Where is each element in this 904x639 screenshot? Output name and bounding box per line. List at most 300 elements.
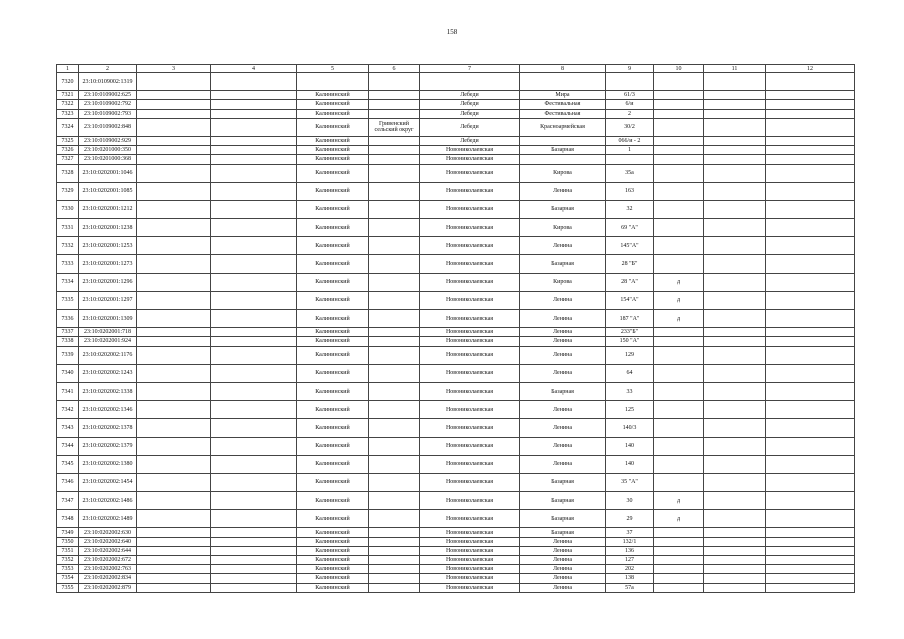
table-cell: 7352 [57,556,79,565]
table-cell [211,364,297,382]
table-cell [704,583,766,592]
table-cell [137,100,211,109]
table-cell [137,583,211,592]
table-cell: 23:10:0202001:1238 [79,219,137,237]
table-cell: 33 [606,382,654,400]
table-cell [654,146,704,155]
table-cell: 233"Б" [606,328,654,337]
table-cell [369,100,420,109]
table-cell [137,200,211,218]
table-cell [654,91,704,100]
table-cell [704,255,766,273]
table-cell [704,73,766,91]
table-cell [654,528,704,537]
table-cell: Новониколаевская [420,401,520,419]
column-header: 8 [520,65,606,73]
table-row [57,291,855,309]
table-cell [654,473,704,491]
table-cell [766,136,855,145]
table-cell [654,237,704,255]
table-cell [369,164,420,182]
table-cell: 7344 [57,437,79,455]
table-cell: 23:10:0202002:672 [79,556,137,565]
table-row [57,455,855,473]
table-cell: 23:10:0109002:1319 [79,73,137,91]
column-header: 6 [369,65,420,73]
table-cell [211,574,297,583]
table-cell: 23:10:0202001:718 [79,328,137,337]
table-row [57,219,855,237]
table-cell: Ленина [520,310,606,328]
table-row [57,492,855,510]
table-cell [137,255,211,273]
table-cell [211,337,297,346]
table-cell [704,136,766,145]
table-cell: 23:10:0202001:1309 [79,310,137,328]
table-cell [766,583,855,592]
table-cell [704,546,766,555]
table-cell [137,473,211,491]
table-row [57,401,855,419]
table-cell [211,273,297,291]
table-cell: 7321 [57,91,79,100]
table-cell [369,310,420,328]
table-cell [704,310,766,328]
table-cell [766,182,855,200]
table-cell: 154"А" [606,291,654,309]
table-cell [137,419,211,437]
column-header: 1 [57,65,79,73]
table-cell [704,164,766,182]
table-cell: Новониколаевская [420,455,520,473]
table-cell: Новониколаевская [420,437,520,455]
table-cell [520,136,606,145]
table-cell [654,200,704,218]
table-cell [766,237,855,255]
table-cell: Новониколаевская [420,583,520,592]
table-cell [420,73,520,91]
table-cell [654,419,704,437]
table-cell [704,337,766,346]
table-cell: Калининский [297,291,369,309]
table-row [57,364,855,382]
table-cell [704,528,766,537]
table-cell [211,73,297,91]
column-header: 12 [766,65,855,73]
table-cell: 28 "Б" [606,255,654,273]
table-cell: Базарная [520,528,606,537]
table-cell: 150 "А" [606,337,654,346]
table-cell [369,237,420,255]
table-cell: 7325 [57,136,79,145]
table-cell [704,364,766,382]
table-cell [654,118,704,136]
table-cell [766,291,855,309]
table-cell [211,291,297,309]
table-cell: Ленина [520,328,606,337]
table-cell: 23:10:0202002:1380 [79,455,137,473]
table-cell: Новониколаевская [420,328,520,337]
table-cell: Калининский [297,537,369,546]
table-cell [654,455,704,473]
table-cell: Калининский [297,100,369,109]
table-cell [211,155,297,164]
table-cell: 23:10:0202002:1176 [79,346,137,364]
table-cell: 132/1 [606,537,654,546]
table-cell: 1 [606,146,654,155]
table-cell [211,200,297,218]
table-cell: Гривенский сельский округ [369,118,420,136]
table-cell: 23:10:0109002:792 [79,100,137,109]
table-cell: 23:10:0202002:644 [79,546,137,555]
table-cell [704,200,766,218]
table-cell: Калининский [297,492,369,510]
table-cell: д [654,291,704,309]
table-cell: Ленина [520,237,606,255]
table-cell: Новониколаевская [420,565,520,574]
table-cell: Базарная [520,382,606,400]
table-cell: 69 "А" [606,219,654,237]
table-cell: 7351 [57,546,79,555]
table-cell: Новониколаевская [420,556,520,565]
table-cell [211,237,297,255]
table-cell: 23:10:0202002:630 [79,528,137,537]
table-cell [369,155,420,164]
table-cell [369,109,420,118]
table-cell [137,574,211,583]
table-cell: Калининский [297,219,369,237]
table-cell [137,455,211,473]
table-cell [369,510,420,528]
table-cell: 23:10:0202001:1212 [79,200,137,218]
table-cell [369,291,420,309]
table-row [57,565,855,574]
table-cell: Лебеди [420,100,520,109]
table-cell: Лебеди [420,118,520,136]
table-cell [211,437,297,455]
table-cell [369,419,420,437]
table-row [57,91,855,100]
table-cell [704,91,766,100]
table-cell [369,546,420,555]
table-cell [704,537,766,546]
table-cell: 23:10:0109002:929 [79,136,137,145]
column-header: 2 [79,65,137,73]
table-cell [369,182,420,200]
table-cell [137,565,211,574]
table-cell [766,510,855,528]
table-cell [137,437,211,455]
table-cell [766,574,855,583]
table-cell: Калининский [297,273,369,291]
table-cell [654,109,704,118]
table-cell: Ленина [520,565,606,574]
table-cell [654,401,704,419]
table-cell: 163 [606,182,654,200]
table-cell [766,528,855,537]
table-cell: Ленина [520,182,606,200]
table-cell [369,73,420,91]
table-cell: 7355 [57,583,79,592]
table-cell: Калининский [297,364,369,382]
table-cell [654,437,704,455]
table-cell [211,219,297,237]
table-cell [211,382,297,400]
table-cell [704,237,766,255]
table-cell: Новониколаевская [420,537,520,546]
table-cell [654,136,704,145]
table-cell: Ленина [520,419,606,437]
table-cell: 066/и - 2 [606,136,654,145]
table-cell: 125 [606,401,654,419]
table-cell: Новониколаевская [420,382,520,400]
table-cell: Ленина [520,455,606,473]
table-cell [369,328,420,337]
table-cell [137,364,211,382]
table-cell: Новониколаевская [420,337,520,346]
table-cell: Новониколаевская [420,510,520,528]
table-cell: Ленина [520,537,606,546]
table-cell: 7338 [57,337,79,346]
table-row [57,382,855,400]
table-cell [766,364,855,382]
table-cell [704,556,766,565]
table-cell [211,473,297,491]
table-cell: 23:10:0202002:1379 [79,437,137,455]
table-cell: Калининский [297,310,369,328]
column-header: 10 [654,65,704,73]
table-cell [704,419,766,437]
table-row [57,546,855,555]
table-cell: Кирова [520,273,606,291]
table-cell: Новониколаевская [420,574,520,583]
table-row [57,473,855,491]
table-cell: Калининский [297,328,369,337]
table-cell [766,73,855,91]
table-cell [137,346,211,364]
table-cell: Новониколаевская [420,419,520,437]
table-row [57,537,855,546]
table-cell [137,537,211,546]
table-cell: 35 "А" [606,473,654,491]
table-row [57,437,855,455]
table-cell: 7354 [57,574,79,583]
table-cell [211,537,297,546]
table-cell: Калининский [297,565,369,574]
table-cell: 7330 [57,200,79,218]
table-cell: 145"А" [606,237,654,255]
table-cell: 23:10:0109002:625 [79,91,137,100]
table-cell: Калининский [297,437,369,455]
table-cell [766,437,855,455]
table-cell [654,583,704,592]
table-cell [211,510,297,528]
table-cell: Новониколаевская [420,492,520,510]
table-cell: 7332 [57,237,79,255]
table-cell: 35а [606,164,654,182]
table-cell: 7343 [57,419,79,437]
table-cell [704,565,766,574]
table-cell [137,109,211,118]
table-cell [654,328,704,337]
table-cell [211,146,297,155]
table-cell [520,73,606,91]
table-cell: 7324 [57,118,79,136]
table-cell: Ленина [520,546,606,555]
table-cell [137,73,211,91]
table-cell [654,164,704,182]
table-cell [137,155,211,164]
table-cell: Ленина [520,583,606,592]
table-cell [211,328,297,337]
table-cell: 23:10:0202001:1253 [79,237,137,255]
table-cell [704,146,766,155]
table-cell: 23:10:0202001:924 [79,337,137,346]
table-cell: Лебеди [420,109,520,118]
table-cell [704,346,766,364]
table-cell: д [654,492,704,510]
table-cell [211,419,297,437]
table-cell: 23:10:0109002:793 [79,109,137,118]
table-cell: д [654,273,704,291]
table-cell: 7335 [57,291,79,309]
table-cell [766,100,855,109]
table-row [57,109,855,118]
table-cell: Мира [520,91,606,100]
table-cell: Калининский [297,155,369,164]
table-row [57,337,855,346]
table-cell [369,401,420,419]
table-cell: Калининский [297,546,369,555]
table-cell [766,164,855,182]
table-cell [766,146,855,155]
table-cell [369,574,420,583]
table-cell: Калининский [297,473,369,491]
table-cell [766,328,855,337]
table-cell [211,346,297,364]
table-cell [654,537,704,546]
table-cell: Калининский [297,118,369,136]
table-cell: 7333 [57,255,79,273]
table-cell: 6/и [606,100,654,109]
table-cell: 138 [606,574,654,583]
table-cell: 7328 [57,164,79,182]
table-cell: 28 "А" [606,273,654,291]
table-cell [369,346,420,364]
table-cell: Ленина [520,364,606,382]
table-row [57,255,855,273]
table-cell [369,437,420,455]
table-cell [137,291,211,309]
table-cell [654,382,704,400]
table-cell: 140 [606,437,654,455]
table-cell [766,382,855,400]
table-cell: Новониколаевская [420,146,520,155]
table-cell: 7346 [57,473,79,491]
table-cell: 32 [606,200,654,218]
table-cell [211,136,297,145]
table-cell: Новониколаевская [420,546,520,555]
table-cell: 23:10:0202002:1486 [79,492,137,510]
table-cell: 7349 [57,528,79,537]
table-cell: Калининский [297,528,369,537]
table-cell: 23:10:0202002:1454 [79,473,137,491]
table-cell: 127 [606,556,654,565]
table-cell [704,382,766,400]
table-cell [766,91,855,100]
table-cell [766,546,855,555]
table-cell: Ленина [520,574,606,583]
table-cell: Калининский [297,146,369,155]
table-cell: 7323 [57,109,79,118]
table-row [57,146,855,155]
table-cell [704,291,766,309]
table-cell [369,136,420,145]
table-row [57,583,855,592]
table-cell [704,273,766,291]
table-cell: 23:10:0202002:1378 [79,419,137,437]
table-cell [654,556,704,565]
table-cell: Ленина [520,337,606,346]
table-cell: Новониколаевская [420,155,520,164]
table-cell: Калининский [297,419,369,437]
table-cell [369,382,420,400]
table-row [57,528,855,537]
table-cell: Базарная [520,200,606,218]
table-cell [606,155,654,164]
table-cell [369,455,420,473]
table-cell [137,528,211,537]
table-cell: 7350 [57,537,79,546]
table-cell [704,455,766,473]
table-cell [211,546,297,555]
table-cell [704,182,766,200]
table-row [57,118,855,136]
table-cell: 7326 [57,146,79,155]
table-cell: Калининский [297,237,369,255]
table-cell [137,382,211,400]
table-cell: 136 [606,546,654,555]
table-cell [211,528,297,537]
table-cell [137,146,211,155]
column-header: 4 [211,65,297,73]
table-row [57,182,855,200]
table-cell: Калининский [297,200,369,218]
table-cell: Новониколаевская [420,219,520,237]
table-cell [369,273,420,291]
table-cell [137,136,211,145]
table-cell: Новониколаевская [420,237,520,255]
column-header-row [57,65,855,73]
table-cell: 140/3 [606,419,654,437]
table-cell [766,492,855,510]
table-cell: 23:10:0201000:350 [79,146,137,155]
table-cell [766,537,855,546]
table-row [57,574,855,583]
table-cell [766,310,855,328]
table-cell: Калининский [297,91,369,100]
column-header: 7 [420,65,520,73]
table-cell: Новониколаевская [420,255,520,273]
table-cell: Калининский [297,574,369,583]
table-cell [211,100,297,109]
table-cell: Базарная [520,146,606,155]
table-cell [654,546,704,555]
table-cell: 187 "А" [606,310,654,328]
table-cell: Новониколаевская [420,164,520,182]
table-row [57,200,855,218]
table-cell: 7347 [57,492,79,510]
